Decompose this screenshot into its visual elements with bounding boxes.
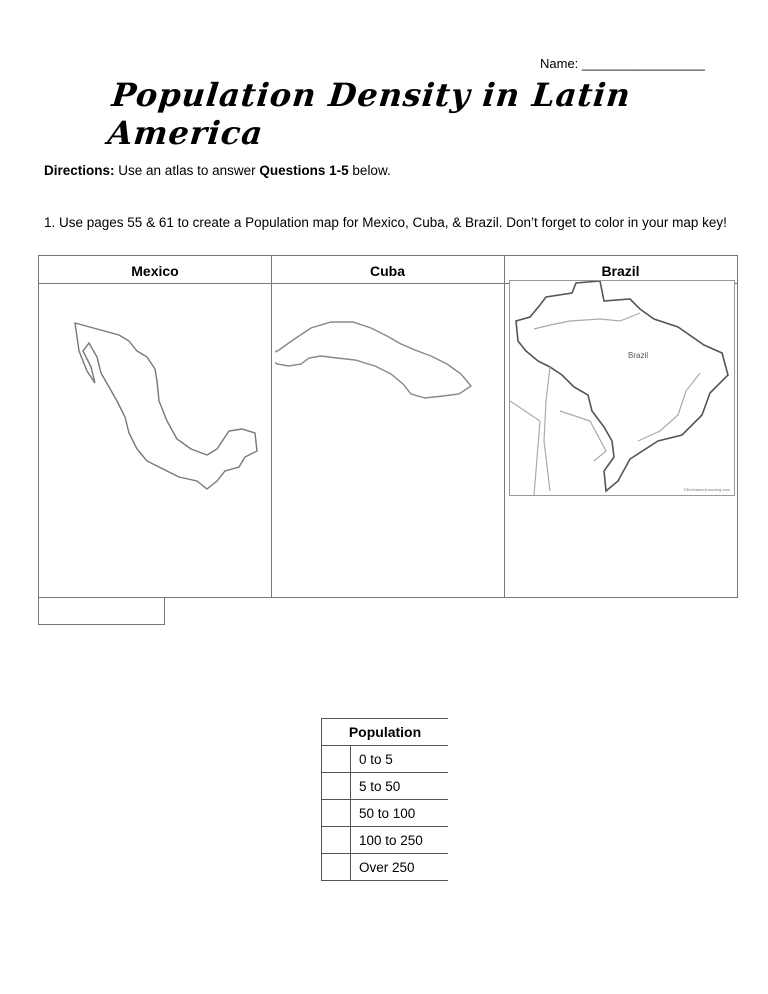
key-label: 0 to 5	[351, 746, 449, 773]
page-title: Population Density in Latin America	[106, 76, 633, 152]
column-divider	[504, 256, 505, 597]
column-divider	[271, 256, 272, 597]
key-row	[322, 773, 449, 800]
answer-box[interactable]	[38, 598, 165, 625]
name-field[interactable]: Name: _________________	[540, 56, 705, 71]
key-label: 5 to 50	[351, 773, 449, 800]
key-label: Over 250	[351, 854, 449, 881]
color-swatch[interactable]	[322, 746, 351, 773]
key-title: Population	[322, 719, 449, 746]
question-1: 1. Use pages 55 & 61 to create a Population map for Mexico, Cuba, & Brazil. Don’t forget to color in your map key!	[44, 215, 727, 230]
column-header-cuba: Cuba	[370, 263, 405, 279]
directions-questions: Questions 1-5	[259, 163, 349, 178]
cuba-map	[275, 316, 505, 406]
color-swatch[interactable]	[322, 773, 351, 800]
color-swatch[interactable]	[322, 827, 351, 854]
color-swatch[interactable]	[322, 800, 351, 827]
brazil-map	[509, 280, 735, 496]
key-row	[322, 854, 449, 881]
key-label: 50 to 100	[351, 800, 449, 827]
key-label: 100 to 250	[351, 827, 449, 854]
map-credit: ©EnchantedLearning.com	[683, 487, 730, 492]
population-key	[321, 718, 448, 881]
brazil-map-label: Brazil	[628, 351, 649, 360]
key-row	[322, 746, 449, 773]
column-header-mexico: Mexico	[131, 263, 179, 279]
color-swatch[interactable]	[322, 854, 351, 881]
directions	[44, 163, 391, 178]
directions-text: Use an atlas to answer	[118, 163, 256, 178]
column-header-brazil: Brazil	[601, 263, 640, 279]
mexico-map	[67, 321, 267, 521]
key-row	[322, 800, 449, 827]
map-table	[38, 255, 738, 598]
key-row	[322, 827, 449, 854]
directions-text-end: below.	[352, 163, 391, 178]
directions-label: Directions:	[44, 163, 115, 178]
